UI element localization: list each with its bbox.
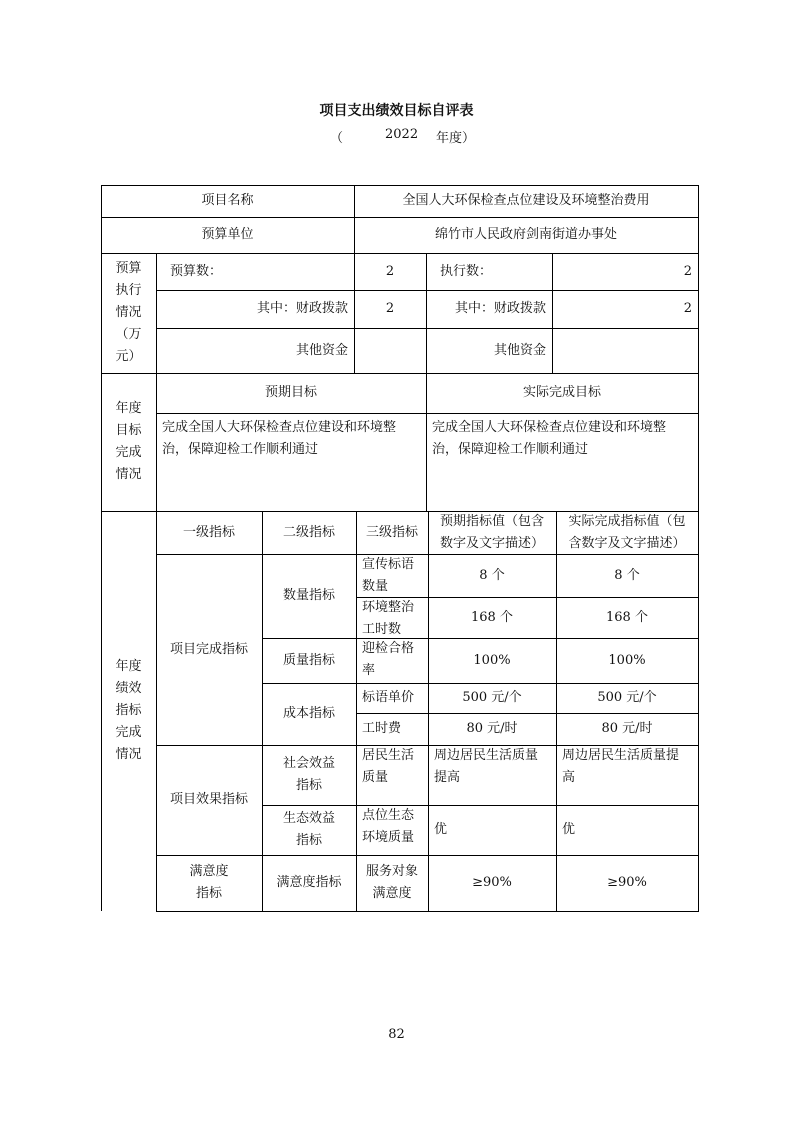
text-line: 治，保障迎检工作顺利通过	[162, 442, 319, 457]
indicator-row-actual: 500 元/个	[597, 690, 657, 705]
indicator-row-l3	[356, 855, 428, 911]
label-line: 年度	[115, 659, 142, 674]
group-satisfaction	[156, 855, 262, 911]
label-line: 年度	[115, 401, 142, 416]
label-line: 生态效益	[282, 811, 335, 826]
label-line: 满意度	[372, 886, 412, 901]
label-line: 情况	[115, 747, 142, 762]
label-line: 点位生态	[362, 808, 415, 823]
group-completion: 项目完成指标	[169, 641, 248, 657]
expected-goal-header: 预期目标	[264, 385, 317, 400]
document-title: 项目支出绩效目标自评表	[319, 103, 474, 119]
table-rule	[698, 185, 699, 912]
indicator-row-expected: 100%	[473, 652, 511, 668]
indicator-row-expected: 优	[434, 822, 448, 837]
indicator-row-l3	[356, 554, 428, 597]
table-rule	[156, 911, 698, 912]
indicator-row-l3	[356, 597, 428, 638]
label-line: 完成	[115, 445, 142, 460]
label-line: 环境质量	[362, 830, 415, 845]
label-line: 环境整治	[362, 600, 415, 615]
group-effect: 项目效果指标	[169, 792, 248, 807]
actual-goal-text	[426, 413, 698, 511]
label-line: 居民生活	[362, 748, 415, 763]
label-line: 指标	[115, 703, 142, 718]
cost-indicator: 成本指标	[282, 706, 335, 721]
indicator-row-expected: ≥90%	[472, 875, 512, 890]
indicator-row-actual: 168 个	[606, 609, 648, 625]
indicator-row-expected: 168 个	[471, 609, 513, 625]
budget-unit-value: 绵竹市人民政府剑南街道办事处	[434, 227, 617, 242]
subtitle-year: 2022	[385, 127, 419, 142]
label-line: 数量	[362, 579, 389, 594]
ecological-benefit-indicator	[262, 805, 356, 855]
indicator-row-l3	[356, 745, 428, 805]
label-line: 执行	[115, 283, 142, 298]
indicator-row-l3: 标语单价	[362, 690, 415, 705]
budget-amount-value: 2	[385, 263, 395, 279]
indicator-row-l3	[356, 638, 428, 683]
level3-header: 三级指标	[365, 524, 418, 540]
label-line: 宣传标语	[362, 557, 415, 572]
actual-goal-header: 实际完成目标	[522, 385, 601, 400]
other-funds-label: 其他资金	[295, 342, 348, 358]
label-line: 指标	[295, 778, 322, 793]
indicator-row-l3: 工时费	[362, 721, 402, 736]
label-line: 目标	[115, 423, 142, 438]
fiscal-execution-value: 2	[683, 301, 692, 316]
social-benefit-indicator	[262, 745, 356, 805]
subtitle-year-suffix: 年度）	[436, 131, 476, 146]
annual-goal-section-label	[101, 373, 156, 511]
label-line: 指标	[195, 886, 222, 901]
text-line: 完成全国人大环保检查点位建设和环境整	[432, 420, 667, 435]
fiscal-execution-label: 其中：财政拨款	[454, 301, 546, 316]
expected-goal-text	[156, 413, 426, 511]
label-line: 质量	[362, 770, 389, 785]
budget-section-label	[101, 253, 156, 373]
label-line: 率	[362, 663, 376, 678]
label-line: 元）	[115, 349, 142, 364]
actual-value-header	[556, 511, 698, 554]
label-line: 情况	[115, 305, 142, 320]
project-name-value: 全国人大环保检查点位建设及环境整治费用	[402, 193, 650, 208]
text-line: 治，保障迎检工作顺利通过	[432, 442, 589, 457]
expected-value-header	[428, 511, 556, 554]
label-line: 迎检合格	[362, 641, 415, 656]
indicator-row-actual: ≥90%	[607, 875, 647, 890]
project-name-label: 项目名称	[201, 193, 254, 208]
indicator-row-actual: 8 个	[614, 567, 640, 583]
label-line: 服务对象	[365, 864, 418, 879]
indicator-row-l3	[356, 805, 428, 855]
label-line: 满意度	[189, 864, 229, 879]
budget-unit-label: 预算单位	[201, 227, 254, 242]
level2-header: 二级指标	[282, 524, 335, 540]
subtitle-paren-open: （	[330, 131, 344, 146]
indicator-row-expected: 500 元/个	[462, 690, 522, 705]
indicator-row-actual: 80 元/时	[601, 721, 653, 736]
header-line: 预期指标值（包含	[439, 513, 544, 529]
label-line: 完成	[115, 725, 142, 740]
quantity-indicator: 数量指标	[282, 588, 335, 603]
text-line: 周边居民生活质量	[434, 748, 539, 763]
quality-indicator: 质量指标	[282, 652, 335, 668]
indicator-row-expected	[428, 745, 556, 805]
header-line: 含数字及文字描述）	[568, 535, 686, 551]
indicators-section-label	[101, 511, 156, 911]
text-line: 高	[562, 770, 576, 785]
satisfaction-indicator: 满意度指标	[276, 875, 342, 890]
header-line: 数字及文字描述）	[439, 535, 544, 551]
indicator-row-actual: 优	[562, 822, 576, 837]
fiscal-budget-value: 2	[385, 301, 395, 316]
budget-amount-label: 预算数：	[170, 263, 223, 279]
label-line: 情况	[115, 467, 142, 482]
execution-amount-label: 执行数：	[440, 263, 493, 279]
text-line: 完成全国人大环保检查点位建设和环境整	[162, 420, 397, 435]
text-line: 周边居民生活质量提	[562, 748, 680, 763]
header-line: 实际完成指标值（包	[568, 513, 686, 529]
fiscal-budget-label: 其中：财政拨款	[256, 301, 348, 316]
label-line: 社会效益	[282, 756, 335, 771]
label-line: 绩效	[115, 681, 142, 696]
indicator-row-actual	[556, 745, 698, 805]
other-funds-execution-label: 其他资金	[493, 342, 546, 358]
label-line: 预算	[115, 261, 142, 276]
execution-amount-value: 2	[683, 263, 692, 279]
indicator-row-actual: 100%	[608, 652, 646, 668]
indicator-row-expected: 80 元/时	[466, 721, 518, 736]
indicator-row-expected: 8 个	[479, 567, 505, 583]
page-number: 82	[388, 1027, 405, 1042]
label-line: 工时数	[362, 622, 402, 637]
text-line: 提高	[434, 770, 461, 785]
level1-header: 一级指标	[182, 524, 235, 540]
label-line: （万	[115, 327, 142, 342]
label-line: 指标	[295, 833, 322, 848]
